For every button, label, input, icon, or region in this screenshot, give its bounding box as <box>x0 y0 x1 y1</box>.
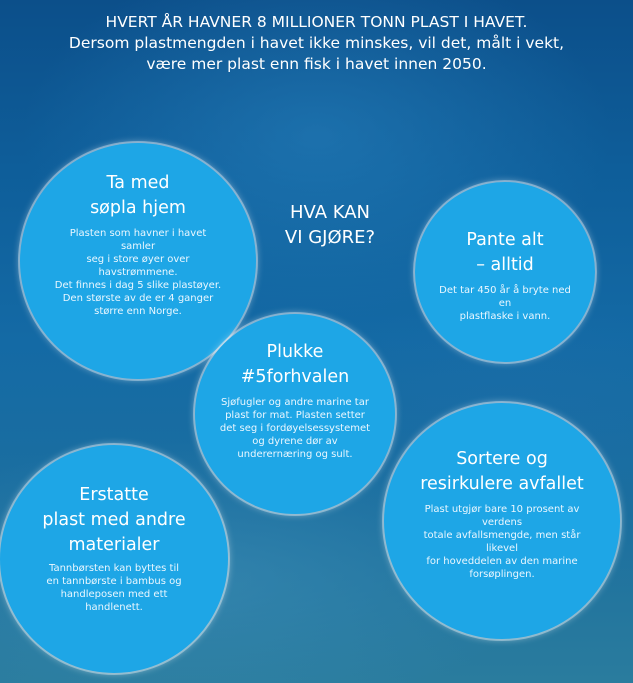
title-line: Plukke <box>266 342 324 362</box>
circle-title <box>90 171 186 221</box>
body-line: forsøplingen. <box>469 569 535 580</box>
circle-title <box>42 483 185 558</box>
circle-erstatte <box>0 445 228 673</box>
circle-pante-alt <box>415 182 595 362</box>
circle-ta-med-sopla <box>20 143 256 379</box>
body-line: Plasten som havner i havet samler <box>69 228 207 252</box>
body-line: underernæring og sult. <box>237 449 353 460</box>
question-line-1: HVA KAN <box>290 202 370 223</box>
title-line: søpla hjem <box>90 198 186 218</box>
title-line: – alltid <box>476 255 534 275</box>
body-line: og dyrene dør av <box>252 436 338 447</box>
title-line: Sortere og <box>456 449 548 469</box>
circle-plukke <box>195 314 395 514</box>
circle-title <box>420 447 584 497</box>
body-line: Det finnes i dag 5 slike plastøyer. <box>54 280 222 291</box>
body-line: Den største av de er 4 ganger <box>62 293 214 304</box>
circle-body <box>53 227 223 318</box>
title-line: Ta med <box>106 173 170 193</box>
body-line: Plast utgjør bare 10 prosent av verdens <box>424 504 580 528</box>
circle-title <box>241 340 349 390</box>
body-line: plastflaske i vann. <box>459 311 551 322</box>
body-line: Det tar 450 år å bryte ned en <box>439 285 571 309</box>
center-question <box>265 200 395 250</box>
circle-body <box>415 503 590 581</box>
body-line: en tannbørste i bambus og <box>46 576 182 587</box>
circle-title <box>466 228 543 278</box>
title-line: Erstatte <box>79 485 149 505</box>
body-line: plast for mat. Plasten setter <box>225 410 365 421</box>
circle-body <box>39 562 189 614</box>
header-banner <box>0 12 633 75</box>
title-line: #5forhvalen <box>240 367 350 387</box>
header-headline: HVERT ÅR HAVNER 8 MILLIONER TONN PLAST I HAVET. <box>105 13 528 31</box>
body-line: handlenett. <box>85 602 143 613</box>
body-line: totale avfallsmengde, men står likevel <box>423 530 581 554</box>
circle-sortere <box>384 403 620 639</box>
title-line: Pante alt <box>466 230 544 250</box>
body-line: handleposen med ett <box>60 589 168 600</box>
circle-body <box>435 284 575 323</box>
title-line: plast med andre <box>42 510 186 530</box>
circle-body <box>215 396 375 461</box>
header-line-3: være mer plast enn fisk i havet innen 2050. <box>146 55 487 73</box>
body-line: større enn Norge. <box>94 306 182 317</box>
title-line: resirkulere avfallet <box>420 474 584 494</box>
body-line: seg i store øyer over havstrømmene. <box>86 254 190 278</box>
header-line-2: Dersom plastmengden i havet ikke minskes, vil det, målt i vekt, <box>68 34 565 52</box>
question-line-2: VI GJØRE? <box>284 227 376 248</box>
body-line: for hoveddelen av den marine <box>426 556 578 567</box>
body-line: Sjøfugler og andre marine tar <box>221 397 369 408</box>
body-line: Tannbørsten kan byttes til <box>48 563 180 574</box>
title-line: materialer <box>68 535 160 555</box>
body-line: det seg i fordøyelsessystemet <box>219 423 371 434</box>
